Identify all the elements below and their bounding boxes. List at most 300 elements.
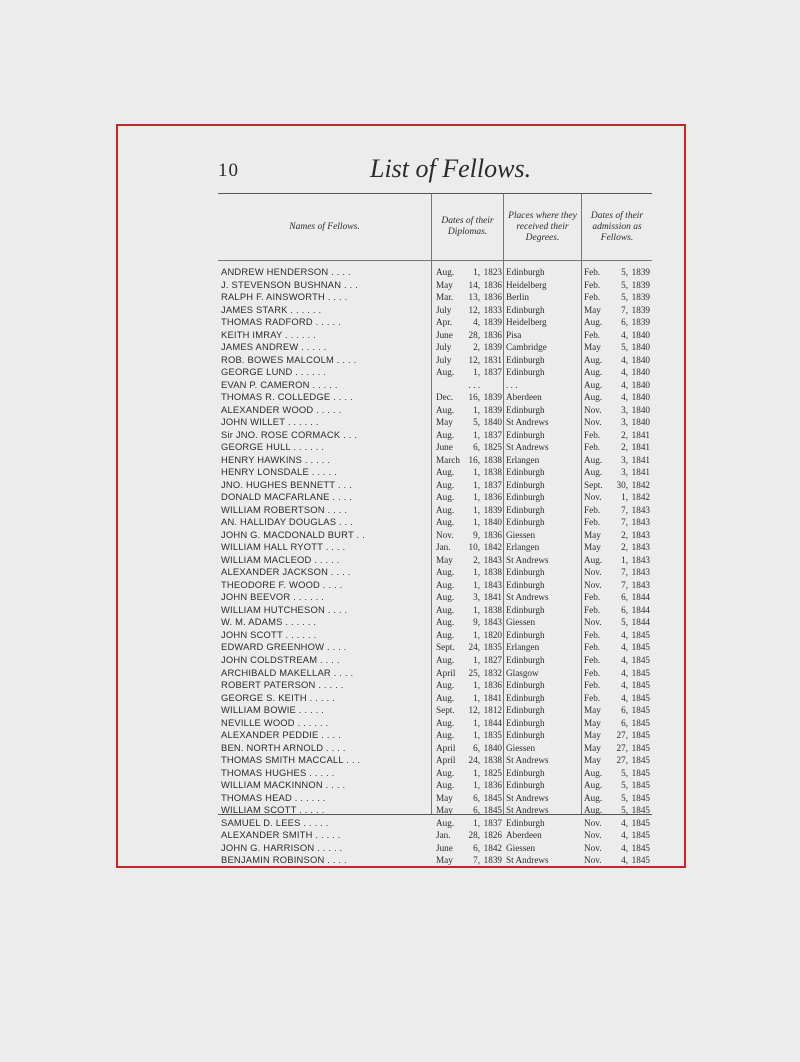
diploma-date-part: Sept. [436,705,455,716]
admission-date [584,529,650,542]
admission-date-part: Feb. [584,442,601,453]
admission-date [584,541,650,554]
diploma-date-part: 1839 [483,504,502,515]
degree-place: Edinburgh [506,467,545,478]
diploma-date [436,404,502,417]
admission-date-part: 1, [621,554,628,565]
diploma-date-part: 28, [468,329,480,340]
diploma-date-part: 1, [473,604,480,615]
admission-date [584,304,650,317]
admission-date [584,416,650,429]
fellow-name: JOHN BEEVOR . . . . . . [221,591,325,603]
diploma-date-part: 16, [468,392,480,403]
diploma-date-part: 1841 [483,692,502,703]
diploma-date-part: 24, [468,642,480,653]
diploma-date-part: 12, [468,354,480,365]
fellow-name: ALEXANDER JACKSON . . . . [221,566,351,578]
admission-date-part: 1840 [631,329,650,340]
diploma-date-part: Mar. [436,292,454,303]
table-row [218,579,652,592]
admission-date [584,829,650,842]
table-row [218,541,652,554]
fellow-name: ALEXANDER SMITH . . . . . [221,829,341,841]
degree-place: Edinburgh [506,354,545,365]
admission-date-part: 30, [616,479,628,490]
admission-date-part: 1841 [631,454,650,465]
admission-date-part: 1845 [631,792,650,803]
fellow-name: EDWARD GREENHOW . . . . [221,641,347,653]
table-row [218,304,652,317]
admission-date-part: 4, [621,367,628,378]
admission-date-part: 7, [621,504,628,515]
degree-place: Cambridge [506,342,547,353]
diploma-date [436,604,502,617]
admission-date-part: 5, [621,767,628,778]
diploma-date-part: 1812 [483,705,502,716]
admission-date [584,404,650,417]
admission-date-part: 1843 [631,517,650,528]
table-row [218,854,652,867]
admission-date-part: 1845 [631,742,650,753]
fellow-name: ALEXANDER PEDDIE . . . . [221,729,341,741]
diploma-date-part: 1832 [483,667,502,678]
admission-date-part: 4, [621,354,628,365]
admission-date-part: May [584,529,601,540]
admission-date-part: 5, [621,792,628,803]
diploma-date [436,454,502,467]
diploma-date-part: Nov. [436,529,454,540]
diploma-date-part: July [436,354,452,365]
diploma-date-part: Aug. [436,517,455,528]
fellow-name: GEORGE HULL . . . . . . [221,441,325,453]
diploma-date-part: July [436,304,452,315]
diploma-date-part: July [436,342,452,353]
diploma-date [436,629,502,642]
admission-date [584,754,650,767]
degree-place: Giessen [506,842,536,853]
admission-date-part: 27, [616,742,628,753]
admission-date [584,792,650,805]
diploma-date-part: 1, [473,579,480,590]
diploma-date-part: 1837 [483,429,502,440]
table-row [218,692,652,705]
table-row [218,729,652,742]
diploma-date-part: Aug. [436,730,455,741]
degree-place: Aberdeen [506,830,542,841]
admission-date-part: 7, [621,567,628,578]
diploma-date-part: 1, [473,517,480,528]
fellow-name: THOMAS HUGHES . . . . . [221,766,335,778]
diploma-date [436,541,502,554]
diploma-date-part: 1823 [483,267,502,277]
degree-place: Giessen [506,742,536,753]
admission-date-part: Feb. [584,680,601,691]
admission-date [584,641,650,654]
degree-place: Edinburgh [506,654,545,665]
admission-date [584,842,650,855]
admission-date-part: 2, [621,429,628,440]
diploma-date-part: 1820 [483,629,502,640]
fellow-name: RALPH F. AINSWORTH . . . . [221,291,348,303]
table-row [218,491,652,504]
diploma-date-part: 6, [473,442,480,453]
diploma-date-part: Aug. [436,404,455,415]
degree-place: St Andrews [506,554,549,565]
admission-date [584,817,650,830]
admission-date-part: 4, [621,830,628,841]
admission-date-part: 1843 [631,567,650,578]
admission-date-part: Feb. [584,292,601,303]
diploma-date [436,792,502,805]
admission-date-part: Aug. [584,554,603,565]
diploma-date-part: 1838 [483,454,502,465]
fellow-name: THEODORE F. WOOD . . . . [221,578,343,590]
admission-date [584,354,650,367]
table-row [218,354,652,367]
diploma-date-part: May [436,855,453,866]
admission-date-part: 1839 [631,279,650,290]
fellow-name: NEVILLE WOOD . . . . . . [221,716,329,728]
diploma-date [436,579,502,592]
fellow-name: JAMES ANDREW . . . . . [221,341,327,353]
table-row [218,767,652,780]
diploma-date-part: 1841 [483,592,502,603]
diploma-date-part: Aug. [436,267,455,277]
table-body [218,266,652,867]
degree-place: Edinburgh [506,429,545,440]
diploma-date-part: Apr. [436,317,453,328]
admission-date-part: Aug. [584,792,603,803]
table-row [218,616,652,629]
degree-place: Edinburgh [506,479,545,490]
admission-date [584,504,650,517]
diploma-date-part: 1, [473,629,480,640]
admission-date-part: 4, [621,667,628,678]
diploma-date-part: 12, [468,705,480,716]
diploma-date-part: 1, [473,717,480,728]
fellow-name: THOMAS HEAD . . . . . . [221,791,326,803]
diploma-date-part: 1835 [483,642,502,653]
diploma-date-part: Aug. [436,617,455,628]
diploma-date-part: 6, [473,792,480,803]
diploma-date [436,316,502,329]
admission-date [584,466,650,479]
table-row [218,366,652,379]
diploma-date-part: May [436,792,453,803]
fellow-name: GEORGE LUND . . . . . . [221,366,327,378]
degree-place: Edinburgh [506,267,545,277]
degree-place: St Andrews [506,792,549,803]
diploma-date-part: 1837 [483,367,502,378]
fellow-name: KEITH IMRAY . . . . . . [221,328,316,340]
diploma-date [436,717,502,730]
diploma-date-part: 1838 [483,467,502,478]
diploma-date-part: 1, [473,479,480,490]
table-row [218,279,652,292]
diploma-date-part: 1825 [483,442,502,453]
diploma-date [436,742,502,755]
diploma-date [436,704,502,717]
diploma-date-part: 1845 [483,792,502,803]
diploma-date-part: Aug. [436,579,455,590]
diploma-date-part: 1837 [483,817,502,828]
diploma-date [436,391,502,404]
diploma-date-part: May [436,279,453,290]
admission-date-part: 1845 [631,755,650,766]
diploma-date-part: 1, [473,780,480,791]
fellow-name: J. STEVENSON BUSHNAN . . . [221,278,358,290]
table-row [218,629,652,642]
admission-date [584,554,650,567]
diploma-date-part: 10, [468,542,480,553]
diploma-date-part: 1, [473,730,480,741]
degree-place: Erlangen [506,454,540,465]
admission-date-part: Sept. [584,479,603,490]
degree-place: Edinburgh [506,629,545,640]
diploma-date-part: 1839 [483,404,502,415]
table-row [218,404,652,417]
admission-date-part: 1844 [631,604,650,615]
page-title: List of Fellows. [370,154,532,183]
table-row [218,704,652,717]
fellow-name: THOMAS SMITH MACCALL . . . [221,754,361,766]
admission-date-part: 6, [621,717,628,728]
degree-place: St Andrews [506,805,549,816]
fellow-name: ROBERT PATERSON . . . . . [221,679,344,691]
degree-place: Erlangen [506,642,540,653]
fellow-name: JOHN G. HARRISON . . . . . [221,841,343,853]
degree-place: Edinburgh [506,492,545,503]
degree-place: Edinburgh [506,304,545,315]
admission-date [584,454,650,467]
degree-place: . . . [506,379,518,390]
admission-date-part: May [584,542,601,553]
diploma-date-part: 1, [473,680,480,691]
diploma-date-part: 9, [473,529,480,540]
admission-date-part: 1845 [631,730,650,741]
admission-date [584,729,650,742]
admission-date [584,341,650,354]
diploma-date-part: 1843 [483,579,502,590]
diploma-date-part: 1, [473,367,480,378]
table-row [218,316,652,329]
degree-place: Edinburgh [506,680,545,691]
admission-date-part: Aug. [584,392,603,403]
admission-date-part: 4, [621,654,628,665]
diploma-date-part: Aug. [436,629,455,640]
table-row [218,416,652,429]
fellows-table [218,193,652,866]
admission-date-part: 1841 [631,442,650,453]
admission-date [584,616,650,629]
admission-date-part: Aug. [584,467,603,478]
diploma-date-part: 28, [468,830,480,841]
diploma-date-part: 1, [473,692,480,703]
admission-date-part: 1845 [631,830,650,841]
fellow-name: ROB. BOWES MALCOLM . . . . [221,353,357,365]
table-row [218,742,652,755]
admission-date-part: 1845 [631,717,650,728]
header-admission: Dates of their admission as Fellows. [590,210,644,243]
degree-place: St Andrews [506,755,549,766]
admission-date-part: 2, [621,529,628,540]
table-row [218,454,652,467]
admission-date-part: 5, [621,780,628,791]
diploma-date-part: 1840 [483,417,502,428]
admission-date-part: 1841 [631,429,650,440]
admission-date-part: 3, [621,454,628,465]
admission-date [584,291,650,304]
admission-date [584,604,650,617]
admission-date-part: 1839 [631,317,650,328]
diploma-date-part: 1, [473,404,480,415]
diploma-date [436,729,502,742]
fellow-name: WILLIAM MACLEOD . . . . . [221,553,340,565]
fellow-name: JOHN COLDSTREAM . . . . [221,653,340,665]
admission-date-part: 1842 [631,479,650,490]
admission-date-part: Nov. [584,579,602,590]
degree-place: Edinburgh [506,780,545,791]
fellow-name: JOHN G. MACDONALD BURT . . [221,528,365,540]
admission-date-part: 1841 [631,467,650,478]
admission-date [584,629,650,642]
diploma-date-part: 1833 [483,304,502,315]
diploma-date [436,679,502,692]
admission-date-part: 5, [621,617,628,628]
diploma-date-part: 2, [473,554,480,565]
fellow-name: Sir JNO. ROSE CORMACK . . . [221,428,358,440]
admission-date-part: 6, [621,705,628,716]
diploma-date-part: Aug. [436,604,455,615]
diploma-date-part: 1843 [483,554,502,565]
diploma-date-part: 1840 [483,517,502,528]
diploma-date [436,429,502,442]
table-row [218,429,652,442]
diploma-date-part: 6, [473,842,480,853]
degree-place: St Andrews [506,855,549,866]
diploma-date-part: Aug. [436,817,455,828]
diploma-date-part: 9, [473,617,480,628]
diploma-date-part: 1826 [483,830,502,841]
degree-place: Heidelberg [506,279,547,290]
admission-date [584,441,650,454]
diploma-date-part: Aug. [436,467,455,478]
diploma-date [436,354,502,367]
diploma-date [436,654,502,667]
admission-date-part: 4, [621,379,628,390]
diploma-date-part: Aug. [436,780,455,791]
admission-date-part: 1845 [631,667,650,678]
admission-date [584,329,650,342]
fellow-name: WILLIAM SCOTT . . . . . [221,804,325,816]
diploma-date-part: 1838 [483,604,502,615]
diploma-date-part: Jan. [436,542,451,553]
admission-date-part: Nov. [584,404,602,415]
degree-place: Edinburgh [506,692,545,703]
admission-date-part: 1, [621,492,628,503]
degree-place: Edinburgh [506,517,545,528]
admission-date-part: 1845 [631,842,650,853]
diploma-date-part: 1825 [483,767,502,778]
admission-date-part: 4, [621,692,628,703]
admission-date-part: 1840 [631,392,650,403]
fellow-name: JAMES STARK . . . . . . [221,303,322,315]
admission-date [584,379,650,392]
page-number: 10 [218,160,239,181]
admission-date [584,579,650,592]
diploma-date-part: 1842 [483,842,502,853]
table-row [218,391,652,404]
diploma-date [436,304,502,317]
admission-date [584,279,650,292]
fellow-name: HENRY HAWKINS . . . . . [221,453,331,465]
diploma-date-part: Aug. [436,479,455,490]
diploma-date-part: Aug. [436,567,455,578]
diploma-date [436,466,502,479]
fellow-name: W. M. ADAMS . . . . . . [221,616,317,628]
diploma-date [436,266,502,279]
admission-date-part: 1843 [631,542,650,553]
admission-date-part: 1842 [631,492,650,503]
diploma-date-part: 1, [473,467,480,478]
table-row [218,842,652,855]
diploma-date-part: 4, [473,317,480,328]
admission-date-part: Nov. [584,417,602,428]
diploma-date-part: Sept. [436,642,455,653]
admission-date [584,391,650,404]
diploma-date [436,829,502,842]
table-row [218,479,652,492]
degree-place: Edinburgh [506,767,545,778]
diploma-date [436,529,502,542]
admission-date-part: May [584,717,601,728]
admission-date [584,767,650,780]
admission-date-part: May [584,705,601,716]
admission-date-part: Aug. [584,367,603,378]
admission-date-part: 5, [621,279,628,290]
diploma-date-part: May [436,554,453,565]
diploma-date-part: 1, [473,429,480,440]
diploma-date [436,854,502,867]
diploma-date-part: 1840 [483,742,502,753]
admission-date-part: 4, [621,817,628,828]
fellow-name: ALEXANDER WOOD . . . . . [221,403,342,415]
admission-date-part: 1845 [631,654,650,665]
admission-date [584,854,650,867]
degree-place: Edinburgh [506,730,545,741]
diploma-date [436,504,502,517]
diploma-date-part: 1836 [483,279,502,290]
diploma-date-part: 1, [473,767,480,778]
admission-date-part: 4, [621,329,628,340]
diploma-date-part: Dec. [436,392,454,403]
admission-date-part: 4, [621,680,628,691]
degree-place: Edinburgh [506,705,545,716]
diploma-date-part: 1, [473,504,480,515]
diploma-date-part: 1844 [483,717,502,728]
diploma-date-part: Aug. [436,592,455,603]
admission-date-part: Aug. [584,805,603,816]
admission-date-part: 1845 [631,705,650,716]
diploma-date [436,491,502,504]
diploma-date-part: 1839 [483,855,502,866]
diploma-date-part: June [436,842,453,853]
admission-date-part: 4, [621,392,628,403]
degree-place: St Andrews [506,592,549,603]
admission-date-part: 1845 [631,780,650,791]
admission-date [584,667,650,680]
admission-date-part: 1844 [631,592,650,603]
